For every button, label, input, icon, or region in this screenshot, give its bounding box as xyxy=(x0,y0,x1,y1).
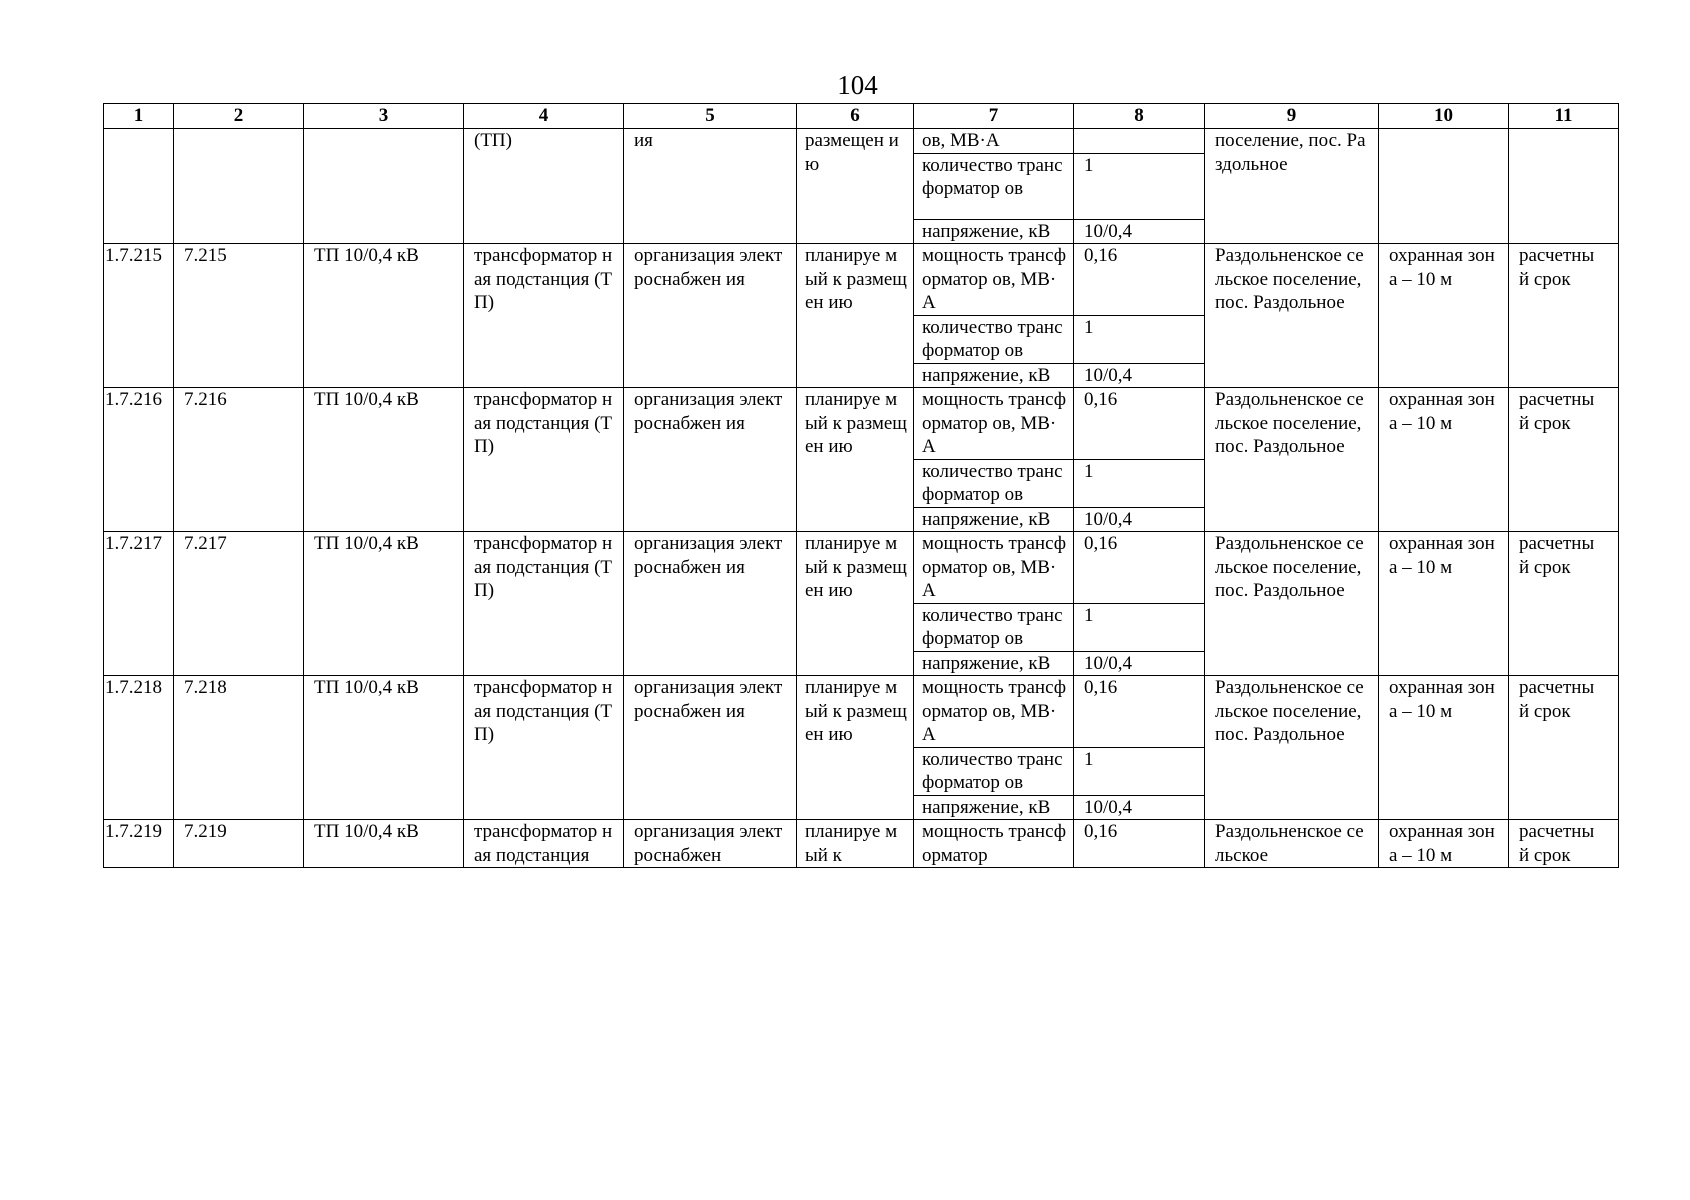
purpose-cell: организация электроснабжен ия xyxy=(624,244,797,388)
zone-cell: охранная зона – 10 м xyxy=(1379,532,1509,676)
header-row xyxy=(104,104,1619,129)
table-row xyxy=(104,244,1619,316)
number-cell: 7.219 xyxy=(174,820,304,868)
number-cell: 1.7.215 xyxy=(104,244,174,388)
param-value-cell: 10/0,4 xyxy=(1074,507,1205,532)
column-header: 5 xyxy=(624,104,797,129)
param-name-cell: напряжение, кВ xyxy=(914,507,1074,532)
table-row xyxy=(104,820,1619,868)
table-cell xyxy=(104,129,174,244)
param-value-cell: 1 xyxy=(1074,747,1205,795)
column-header: 9 xyxy=(1205,104,1379,129)
object-type-cell: трансформатор ная подстанция xyxy=(464,820,624,868)
object-type-cell: трансформатор ная подстанция (ТП) xyxy=(464,676,624,820)
zone-cell: охранная зона – 10 м xyxy=(1379,820,1509,868)
param-value-cell: 1 xyxy=(1074,153,1205,219)
table-row xyxy=(104,676,1619,748)
name-cell: ТП 10/0,4 кВ xyxy=(304,388,464,532)
column-header: 7 xyxy=(914,104,1074,129)
param-name-cell: количество трансформатор ов xyxy=(914,747,1074,795)
param-name-cell: количество трансформатор ов xyxy=(914,603,1074,651)
param-value-cell: 10/0,4 xyxy=(1074,363,1205,388)
param-name-cell: напряжение, кВ xyxy=(914,651,1074,676)
term-cell: расчетны й срок xyxy=(1509,244,1619,388)
name-cell: ТП 10/0,4 кВ xyxy=(304,532,464,676)
zone-cell: охранная зона – 10 м xyxy=(1379,676,1509,820)
param-name-cell: мощность трансформатор ов, МВ·А xyxy=(914,532,1074,604)
number-cell: 7.218 xyxy=(174,676,304,820)
purpose-cell: ия xyxy=(624,129,797,244)
param-name-cell: напряжение, кВ xyxy=(914,795,1074,820)
name-cell: ТП 10/0,4 кВ xyxy=(304,820,464,868)
param-value-cell: 0,16 xyxy=(1074,244,1205,316)
param-value-cell xyxy=(1074,129,1205,154)
location-cell: Раздольненское сельское xyxy=(1205,820,1379,868)
name-cell: ТП 10/0,4 кВ xyxy=(304,676,464,820)
location-cell: Раздольненское сельское поселение, пос. Раздольное xyxy=(1205,244,1379,388)
table-row xyxy=(104,532,1619,604)
status-cell: планируе мый к размещен ию xyxy=(797,532,914,676)
param-name-cell: мощность трансформатор ов, МВ·А xyxy=(914,676,1074,748)
param-name-cell: мощность трансформатор ов, МВ·А xyxy=(914,388,1074,460)
term-cell: расчетны й срок xyxy=(1509,388,1619,532)
param-value-cell: 1 xyxy=(1074,459,1205,507)
term-cell: расчетны й срок xyxy=(1509,820,1619,868)
param-value-cell: 1 xyxy=(1074,315,1205,363)
location-cell: Раздольненское сельское поселение, пос. Раздольное xyxy=(1205,388,1379,532)
number-cell: 1.7.217 xyxy=(104,532,174,676)
param-name-cell: мощность трансформатор ов, МВ·А xyxy=(914,244,1074,316)
location-cell: Раздольненское сельское поселение, пос. Раздольное xyxy=(1205,532,1379,676)
status-cell: планируе мый к xyxy=(797,820,914,868)
column-header: 6 xyxy=(797,104,914,129)
number-cell: 7.215 xyxy=(174,244,304,388)
param-name-cell: количество трансформатор ов xyxy=(914,459,1074,507)
purpose-cell: организация электроснабжен xyxy=(624,820,797,868)
name-cell: ТП 10/0,4 кВ xyxy=(304,244,464,388)
term-cell xyxy=(1509,129,1619,244)
column-header: 10 xyxy=(1379,104,1509,129)
column-header: 2 xyxy=(174,104,304,129)
object-type-cell: (ТП) xyxy=(464,129,624,244)
table-row xyxy=(104,388,1619,460)
param-value-cell: 0,16 xyxy=(1074,820,1205,868)
param-name-cell: количество трансформатор ов xyxy=(914,153,1074,219)
param-value-cell: 0,16 xyxy=(1074,676,1205,748)
purpose-cell: организация электроснабжен ия xyxy=(624,532,797,676)
number-cell: 1.7.219 xyxy=(104,820,174,868)
param-name-cell: ов, МВ·А xyxy=(914,129,1074,154)
purpose-cell: организация электроснабжен ия xyxy=(624,388,797,532)
status-cell: планируе мый к размещен ию xyxy=(797,676,914,820)
param-name-cell: мощность трансформатор xyxy=(914,820,1074,868)
column-header: 8 xyxy=(1074,104,1205,129)
zone-cell: охранная зона – 10 м xyxy=(1379,388,1509,532)
term-cell: расчетны й срок xyxy=(1509,532,1619,676)
param-value-cell: 10/0,4 xyxy=(1074,795,1205,820)
term-cell: расчетны й срок xyxy=(1509,676,1619,820)
document-table xyxy=(103,103,1619,868)
param-value-cell: 0,16 xyxy=(1074,532,1205,604)
param-value-cell: 10/0,4 xyxy=(1074,651,1205,676)
param-name-cell: напряжение, кВ xyxy=(914,363,1074,388)
number-cell: 1.7.216 xyxy=(104,388,174,532)
status-cell: размещен ию xyxy=(797,129,914,244)
param-name-cell: количество трансформатор ов xyxy=(914,315,1074,363)
purpose-cell: организация электроснабжен ия xyxy=(624,676,797,820)
param-value-cell: 10/0,4 xyxy=(1074,219,1205,244)
table-cell xyxy=(304,129,464,244)
object-type-cell: трансформатор ная подстанция (ТП) xyxy=(464,388,624,532)
zone-cell xyxy=(1379,129,1509,244)
number-cell: 7.216 xyxy=(174,388,304,532)
number-cell: 7.217 xyxy=(174,532,304,676)
column-header: 4 xyxy=(464,104,624,129)
column-header: 11 xyxy=(1509,104,1619,129)
location-cell: Раздольненское сельское поселение, пос. Раздольное xyxy=(1205,676,1379,820)
location-cell: поселение, пос. Раздольное xyxy=(1205,129,1379,244)
column-header: 1 xyxy=(104,104,174,129)
column-header: 3 xyxy=(304,104,464,129)
page-number: 104 xyxy=(837,70,878,100)
continuation-row xyxy=(104,129,1619,154)
zone-cell: охранная зона – 10 м xyxy=(1379,244,1509,388)
status-cell: планируе мый к размещен ию xyxy=(797,244,914,388)
number-cell: 1.7.218 xyxy=(104,676,174,820)
object-type-cell: трансформатор ная подстанция (ТП) xyxy=(464,532,624,676)
param-value-cell: 0,16 xyxy=(1074,388,1205,460)
object-type-cell: трансформатор ная подстанция (ТП) xyxy=(464,244,624,388)
param-value-cell: 1 xyxy=(1074,603,1205,651)
param-name-cell: напряжение, кВ xyxy=(914,219,1074,244)
status-cell: планируе мый к размещен ию xyxy=(797,388,914,532)
table-cell xyxy=(174,129,304,244)
